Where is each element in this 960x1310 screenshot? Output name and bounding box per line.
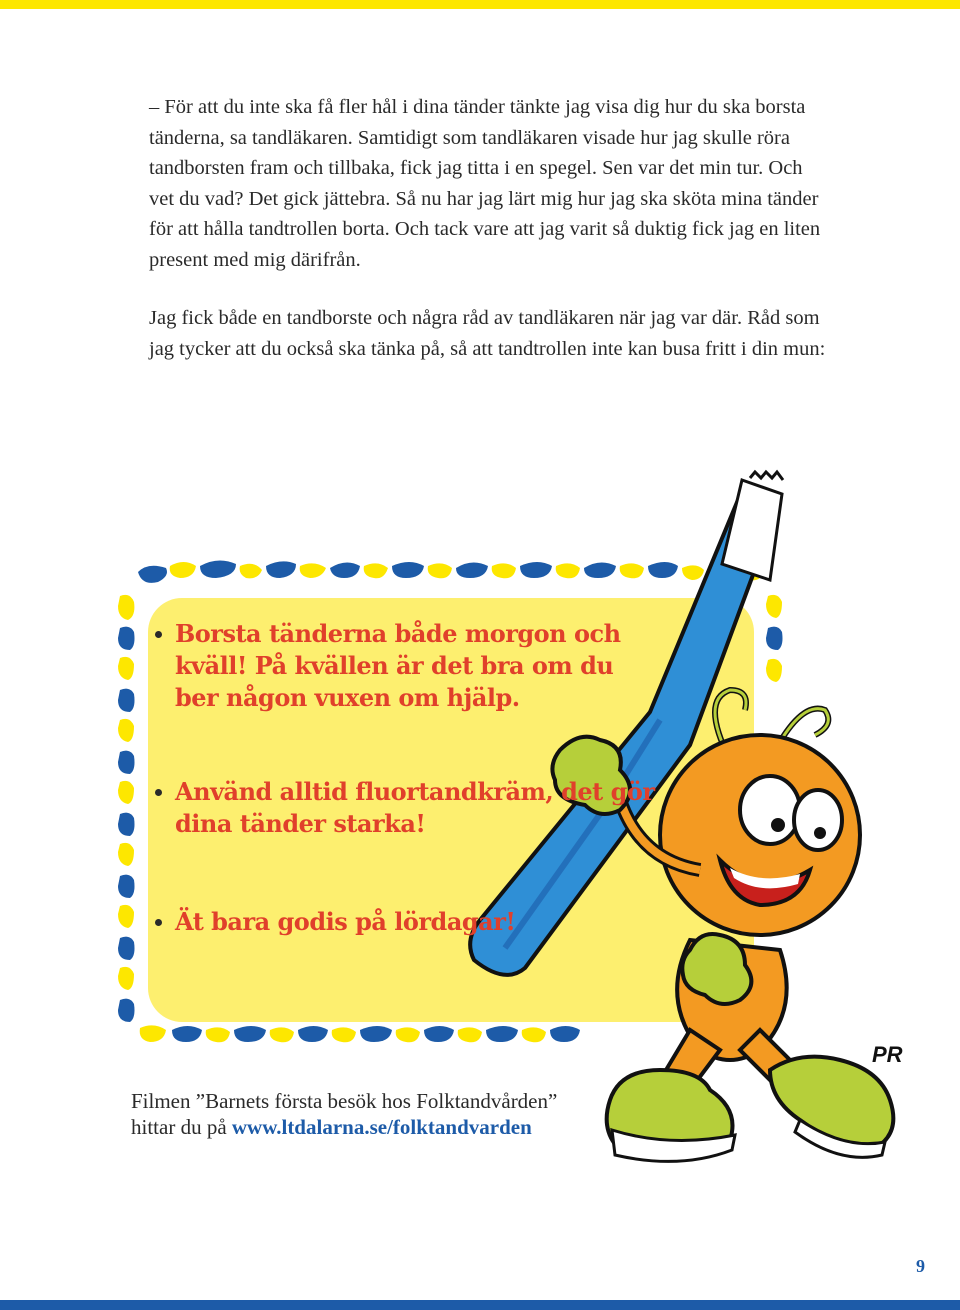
frame-top-blobs — [138, 560, 764, 582]
film-title-line: Filmen ”Barnets första besök hos Folktandvården” — [131, 1089, 558, 1113]
advice-item-brush-teeth: Borsta tänderna både morgon och kväll! På kvällen är det bra om du ber någon vuxen om hjälp. — [155, 618, 655, 714]
film-website-link[interactable]: www.ltdalarna.se/folktandvarden — [231, 1115, 532, 1139]
intro-paragraph-2: Jag fick både en tandborste och några råd av tandläkaren när jag var där. Råd som jag tycker att du också ska tänka på, så att tandtrollen inte kan busa fritt i din mun: — [149, 307, 826, 360]
film-link-prefix: hittar du på — [131, 1115, 232, 1139]
bottom-color-stripe — [0, 1300, 960, 1310]
film-link-line — [131, 1114, 601, 1140]
frame-bottom-blobs — [140, 1025, 580, 1042]
frame-right-blobs — [766, 595, 783, 682]
advice-list — [155, 618, 655, 938]
advice-item-fluoride: Använd alltid fluortandkräm, det gör dina tänder starka! — [155, 776, 655, 840]
film-info — [131, 1088, 601, 1140]
intro-paragraph-1: – För att du inte ska få fler hål i dina tänder tänkte jag visa dig hur du ska borsta tänderna, sa tandläkaren. Samtidigt som tandläkaren visade hur jag skulle röra tandborsten fram och tillbaka, fick jag titta i en spegel. Sen var det min tur. Och vet du vad? Det gick jättebra. Så nu har jag lärt mig hur jag ska sköta mina tänder för att hålla tandtrollen borta. Och tack vare att jag varit så duktig fick jag en liten present med mig därifrån. — [149, 96, 821, 271]
page-number: 9 — [916, 1256, 925, 1276]
advice-item-candy: Ät bara godis på lördagar! — [155, 906, 655, 938]
illustrator-signature: PR — [872, 1042, 903, 1067]
frame-left-blobs — [118, 595, 135, 1022]
